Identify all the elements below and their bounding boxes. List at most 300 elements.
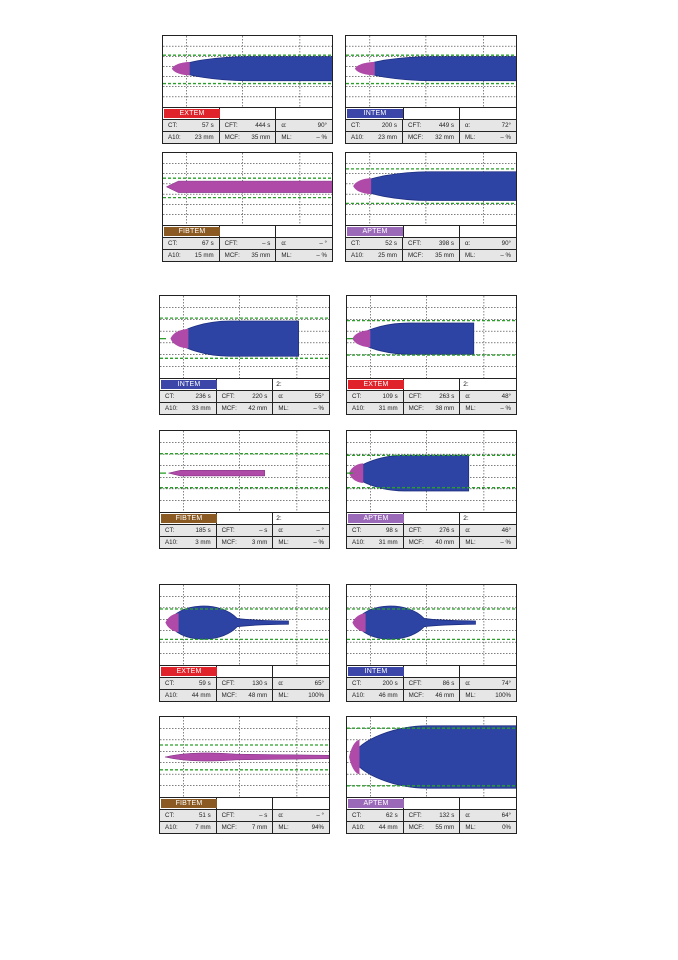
parameter-row — [345, 238, 517, 250]
assay-badge: EXTEM — [348, 380, 404, 389]
parameter-row — [345, 132, 517, 144]
assay-badge: EXTEM — [161, 667, 217, 676]
parameter-label: A10: — [352, 405, 365, 412]
parameter-cell — [346, 250, 403, 261]
parameter-value: – s — [259, 812, 268, 819]
parameter-row — [346, 822, 517, 834]
clot-initiation — [352, 330, 370, 347]
parameter-label: MCF: — [408, 824, 424, 831]
parameter-cell — [346, 132, 403, 143]
parameter-cell — [460, 678, 516, 689]
assay-header — [346, 378, 517, 391]
thromboelastogram — [346, 295, 517, 379]
note-cell — [273, 379, 329, 390]
rotem-panel — [162, 35, 333, 153]
parameter-cell — [273, 690, 329, 701]
assay-cell — [347, 513, 404, 524]
parameter-cell — [404, 537, 461, 548]
parameter-value: 100% — [308, 692, 325, 699]
parameter-value: 48° — [501, 393, 512, 400]
clot-curve — [358, 57, 516, 81]
parameter-value: 44 mm — [378, 824, 398, 831]
clot-curve — [168, 606, 288, 639]
thromboelastogram — [345, 152, 517, 226]
clot-curve — [352, 455, 469, 491]
parameter-label: CT: — [168, 122, 178, 129]
parameter-label: A10: — [352, 824, 365, 831]
parameter-value: 64° — [501, 812, 512, 819]
thromboelastogram-plot — [160, 717, 329, 797]
parameter-cell — [347, 810, 404, 821]
rotem-panel — [346, 295, 517, 424]
parameter-value: 46 mm — [378, 692, 398, 699]
assay-badge: APTEM — [348, 799, 404, 808]
parameter-cell — [460, 238, 516, 249]
parameter-label: CT: — [165, 527, 175, 534]
rotem-panel — [345, 152, 517, 271]
parameter-value: 276 s — [439, 527, 455, 534]
parameter-label: MCF: — [408, 539, 424, 546]
parameter-cell — [160, 403, 217, 414]
parameter-label: CT: — [351, 122, 361, 129]
note-cell — [273, 513, 329, 524]
parameter-value: 62 s — [385, 812, 398, 819]
parameter-cell — [347, 690, 404, 701]
parameter-cell — [404, 678, 461, 689]
parameter-value: 72° — [501, 122, 511, 129]
parameter-value: 100% — [495, 692, 512, 699]
parameter-row — [162, 250, 333, 262]
parameter-row — [159, 525, 330, 537]
parameter-value: 35 mm — [251, 252, 271, 259]
parameter-cell — [404, 403, 461, 414]
clot-curve — [175, 57, 332, 81]
thromboelastogram-plot — [347, 296, 516, 378]
assay-cell — [160, 666, 217, 677]
parameter-value: 185 s — [195, 527, 211, 534]
clot-curve — [355, 323, 473, 354]
empty-cell — [217, 666, 273, 677]
parameter-row — [162, 120, 333, 132]
parameter-value: – ° — [316, 527, 325, 534]
empty-cell — [404, 226, 460, 237]
parameter-cell — [276, 250, 332, 261]
parameter-value: 67 s — [201, 240, 214, 247]
note-cell — [273, 798, 329, 809]
parameter-value: 46 mm — [435, 692, 455, 699]
parameter-row — [346, 403, 517, 415]
parameter-cell — [220, 132, 277, 143]
parameter-label: CT: — [352, 393, 362, 400]
parameter-cell — [460, 822, 516, 833]
parameter-row — [346, 525, 517, 537]
parameter-value: – % — [316, 252, 328, 259]
note-cell — [460, 513, 516, 524]
parameter-value: 65° — [314, 680, 325, 687]
thromboelastogram-plot — [163, 153, 332, 225]
parameter-row — [162, 238, 333, 250]
clot-curve — [168, 470, 264, 476]
parameter-value: 23 mm — [194, 134, 214, 141]
parameter-cell — [404, 525, 461, 536]
parameter-label: α: — [281, 240, 287, 247]
note-cell — [460, 666, 516, 677]
parameter-cell — [460, 525, 516, 536]
clot-curve — [355, 606, 475, 639]
thromboelastogram-plot — [346, 36, 516, 107]
parameter-label: A10: — [165, 405, 178, 412]
assay-badge: APTEM — [347, 227, 403, 236]
empty-cell — [220, 226, 276, 237]
rotem-panel — [346, 716, 517, 843]
rotem-panel — [345, 35, 517, 153]
parameter-value: – s — [259, 527, 268, 534]
parameter-label: CFT: — [408, 122, 422, 129]
parameter-value: 46° — [501, 527, 512, 534]
assay-header — [346, 512, 517, 525]
parameter-label: CT: — [352, 812, 362, 819]
parameter-cell — [220, 120, 277, 131]
parameter-label: A10: — [165, 824, 178, 831]
parameter-value: 51 s — [198, 812, 211, 819]
parameter-cell — [217, 690, 274, 701]
parameter-cell — [460, 537, 516, 548]
parameter-label: ML: — [465, 539, 476, 546]
parameter-label: CT: — [352, 527, 362, 534]
parameter-cell — [460, 391, 516, 402]
parameter-cell — [273, 537, 329, 548]
parameter-label: MCF: — [221, 539, 237, 546]
parameter-cell — [460, 690, 516, 701]
parameter-value: 3 mm — [251, 539, 268, 546]
parameter-cell — [460, 403, 516, 414]
parameter-label: CFT: — [408, 393, 422, 400]
thromboelastogram — [346, 430, 517, 513]
parameter-value: 444 s — [255, 122, 271, 129]
parameter-cell — [273, 810, 329, 821]
thromboelastogram — [162, 152, 333, 226]
clot-initiation — [349, 740, 359, 774]
assay-header — [162, 107, 333, 120]
parameter-cell — [160, 690, 217, 701]
assay-badge: INTEM — [348, 667, 404, 676]
empty-cell — [404, 798, 460, 809]
parameter-label: CT: — [352, 680, 362, 687]
parameter-cell — [404, 690, 461, 701]
empty-cell — [217, 513, 273, 524]
parameter-cell — [347, 525, 404, 536]
parameter-cell — [403, 120, 460, 131]
assay-header — [159, 797, 330, 810]
parameter-cell — [217, 810, 274, 821]
note-cell — [460, 226, 516, 237]
parameter-cell — [160, 678, 217, 689]
parameter-cell — [404, 810, 461, 821]
parameter-label: A10: — [165, 692, 178, 699]
parameter-label: CT: — [165, 393, 175, 400]
parameter-label: MCF: — [224, 134, 240, 141]
parameter-row — [346, 537, 517, 549]
parameter-label: α: — [278, 680, 284, 687]
parameter-cell — [346, 238, 403, 249]
parameter-row — [346, 810, 517, 822]
parameter-cell — [404, 391, 461, 402]
note-cell — [460, 379, 516, 390]
assay-cell — [346, 108, 404, 119]
rotem-panel — [159, 295, 330, 424]
parameter-value: 449 s — [438, 122, 454, 129]
parameter-cell — [460, 120, 516, 131]
parameter-label: CFT: — [221, 527, 235, 534]
parameter-value: 98 s — [385, 527, 398, 534]
parameter-value: 86 s — [442, 680, 455, 687]
parameter-label: CFT: — [408, 240, 422, 247]
thromboelastogram — [162, 35, 333, 108]
parameter-value: 59 s — [198, 680, 211, 687]
assay-badge: INTEM — [161, 380, 217, 389]
parameter-cell — [220, 250, 277, 261]
assay-cell — [347, 379, 404, 390]
parameter-label: MCF: — [408, 692, 424, 699]
parameter-cell — [220, 238, 277, 249]
parameter-label: ML: — [278, 405, 289, 412]
parameter-label: MCF: — [221, 405, 237, 412]
rotem-panel — [159, 584, 330, 711]
parameter-label: MCF: — [221, 692, 237, 699]
parameter-value: 94% — [311, 824, 325, 831]
parameter-value: 263 s — [439, 393, 455, 400]
parameter-label: ML: — [281, 252, 292, 259]
clot-curve — [352, 726, 516, 788]
parameter-value: – ° — [319, 240, 328, 247]
parameter-cell — [163, 120, 220, 131]
parameter-label: CFT: — [408, 680, 422, 687]
parameter-cell — [460, 132, 516, 143]
parameter-label: CT: — [168, 240, 178, 247]
thromboelastogram-plot — [163, 36, 332, 107]
parameter-label: α: — [465, 680, 471, 687]
parameter-cell — [276, 120, 332, 131]
parameter-value: 42 mm — [248, 405, 268, 412]
assay-cell — [347, 666, 404, 677]
note-cell — [276, 226, 332, 237]
parameter-row — [159, 678, 330, 690]
thromboelastogram-plot — [347, 431, 516, 512]
assay-header — [346, 665, 517, 678]
parameter-cell — [273, 822, 329, 833]
parameter-value: 7 mm — [251, 824, 268, 831]
parameter-cell — [273, 525, 329, 536]
clot-curve — [356, 172, 516, 201]
parameter-value: – % — [316, 134, 328, 141]
parameter-label: MCF: — [408, 252, 424, 259]
rotem-panel — [162, 152, 333, 271]
parameter-value: 15 mm — [194, 252, 214, 259]
parameter-label: MCF: — [221, 824, 237, 831]
empty-cell — [217, 798, 273, 809]
parameter-label: A10: — [352, 539, 365, 546]
parameter-row — [162, 132, 333, 144]
clot-curve — [165, 753, 329, 761]
parameter-row — [159, 690, 330, 702]
clot-initiation — [352, 613, 365, 632]
note-label: 2: — [463, 381, 469, 388]
empty-cell — [404, 666, 460, 677]
parameter-cell — [347, 537, 404, 548]
parameter-cell — [346, 120, 403, 131]
thromboelastogram — [159, 430, 330, 513]
parameter-cell — [217, 391, 274, 402]
thromboelastogram — [159, 584, 330, 666]
parameter-value: – % — [500, 134, 511, 141]
parameter-value: 35 mm — [435, 252, 454, 259]
parameter-label: MCF: — [408, 405, 424, 412]
thromboelastogram-plot — [160, 431, 329, 512]
note-label: 2: — [276, 381, 282, 388]
parameter-cell — [403, 132, 460, 143]
thromboelastogram-plot — [347, 717, 516, 797]
rotem-panel — [346, 584, 517, 711]
parameter-row — [345, 250, 517, 262]
note-cell — [276, 108, 332, 119]
parameter-label: ML: — [465, 252, 476, 259]
parameter-label: A10: — [168, 134, 181, 141]
parameter-row — [345, 120, 517, 132]
parameter-label: A10: — [165, 539, 178, 546]
parameter-label: CFT: — [408, 812, 422, 819]
parameter-value: 7 mm — [195, 824, 211, 831]
parameter-value: 40 mm — [435, 539, 455, 546]
parameter-cell — [160, 391, 217, 402]
parameter-label: CFT: — [408, 527, 422, 534]
parameter-value: – ° — [316, 812, 325, 819]
parameter-label: ML: — [278, 824, 289, 831]
parameter-value: 130 s — [252, 680, 268, 687]
clot-initiation — [172, 62, 190, 75]
clot-curve — [166, 181, 332, 193]
parameter-label: α: — [278, 527, 284, 534]
clot-initiation — [165, 613, 178, 632]
parameter-value: 32 mm — [435, 134, 454, 141]
parameter-cell — [217, 403, 274, 414]
parameter-cell — [347, 391, 404, 402]
parameter-value: 90° — [501, 240, 511, 247]
parameter-label: CT: — [351, 240, 361, 247]
parameter-cell — [347, 403, 404, 414]
note-cell — [460, 108, 516, 119]
parameter-cell — [460, 810, 516, 821]
parameter-label: CT: — [165, 812, 175, 819]
parameter-cell — [160, 525, 217, 536]
parameter-label: ML: — [278, 539, 289, 546]
parameter-row — [159, 822, 330, 834]
parameter-row — [159, 391, 330, 403]
parameter-cell — [403, 250, 460, 261]
parameter-label: CFT: — [221, 393, 235, 400]
parameter-value: 55 mm — [435, 824, 455, 831]
parameter-label: α: — [465, 393, 471, 400]
parameter-label: CFT: — [221, 680, 235, 687]
note-label: 2: — [463, 515, 469, 522]
parameter-cell — [347, 822, 404, 833]
parameter-label: α: — [278, 812, 284, 819]
parameter-cell — [163, 238, 220, 249]
assay-header — [159, 378, 330, 391]
note-cell — [273, 666, 329, 677]
parameter-label: α: — [465, 812, 471, 819]
parameter-label: CFT: — [224, 240, 238, 247]
assay-badge: FIBTEM — [161, 514, 217, 523]
thromboelastogram — [159, 716, 330, 798]
assay-cell — [346, 226, 404, 237]
parameter-label: α: — [281, 122, 287, 129]
parameter-label: ML: — [465, 692, 476, 699]
parameter-cell — [276, 132, 332, 143]
parameter-value: 3 mm — [195, 539, 211, 546]
parameter-value: 23 mm — [378, 134, 397, 141]
parameter-label: CFT: — [224, 122, 238, 129]
parameter-cell — [273, 403, 329, 414]
thromboelastogram — [159, 295, 330, 379]
parameter-cell — [217, 525, 274, 536]
parameter-label: A10: — [351, 134, 364, 141]
parameter-value: – % — [313, 539, 325, 546]
parameter-value: 132 s — [439, 812, 455, 819]
empty-cell — [404, 379, 460, 390]
parameter-value: 33 mm — [191, 405, 211, 412]
parameter-label: CFT: — [221, 812, 235, 819]
parameter-row — [346, 690, 517, 702]
parameter-label: α: — [465, 122, 471, 129]
parameter-label: α: — [465, 527, 471, 534]
parameter-cell — [404, 822, 461, 833]
parameter-cell — [217, 678, 274, 689]
parameter-value: 55° — [314, 393, 325, 400]
note-cell — [460, 798, 516, 809]
assay-header — [345, 225, 517, 238]
thromboelastogram-plot — [160, 585, 329, 665]
parameter-value: 31 mm — [378, 405, 398, 412]
note-label: 2: — [276, 515, 282, 522]
parameter-value: 0% — [502, 824, 512, 831]
assay-cell — [160, 513, 217, 524]
parameter-label: ML: — [465, 405, 476, 412]
parameter-label: CT: — [165, 680, 175, 687]
thromboelastogram — [345, 35, 517, 108]
parameter-value: 236 s — [195, 393, 211, 400]
parameter-value: 74° — [501, 680, 512, 687]
parameter-label: ML: — [465, 824, 476, 831]
assay-badge: FIBTEM — [164, 227, 220, 236]
parameter-label: α: — [465, 240, 471, 247]
parameter-value: 25 mm — [378, 252, 397, 259]
empty-cell — [217, 379, 273, 390]
assay-cell — [163, 108, 220, 119]
parameter-cell — [217, 537, 274, 548]
parameter-value: 109 s — [382, 393, 398, 400]
parameter-value: 52 s — [385, 240, 397, 247]
assay-header — [159, 512, 330, 525]
rotem-panel — [159, 716, 330, 843]
parameter-value: 38 mm — [435, 405, 455, 412]
parameter-cell — [276, 238, 332, 249]
assay-badge: EXTEM — [164, 109, 220, 118]
rotem-panel — [346, 430, 517, 558]
clot-initiation — [171, 329, 189, 348]
parameter-label: α: — [278, 393, 284, 400]
parameter-value: – s — [262, 240, 271, 247]
parameter-value: – % — [500, 405, 512, 412]
